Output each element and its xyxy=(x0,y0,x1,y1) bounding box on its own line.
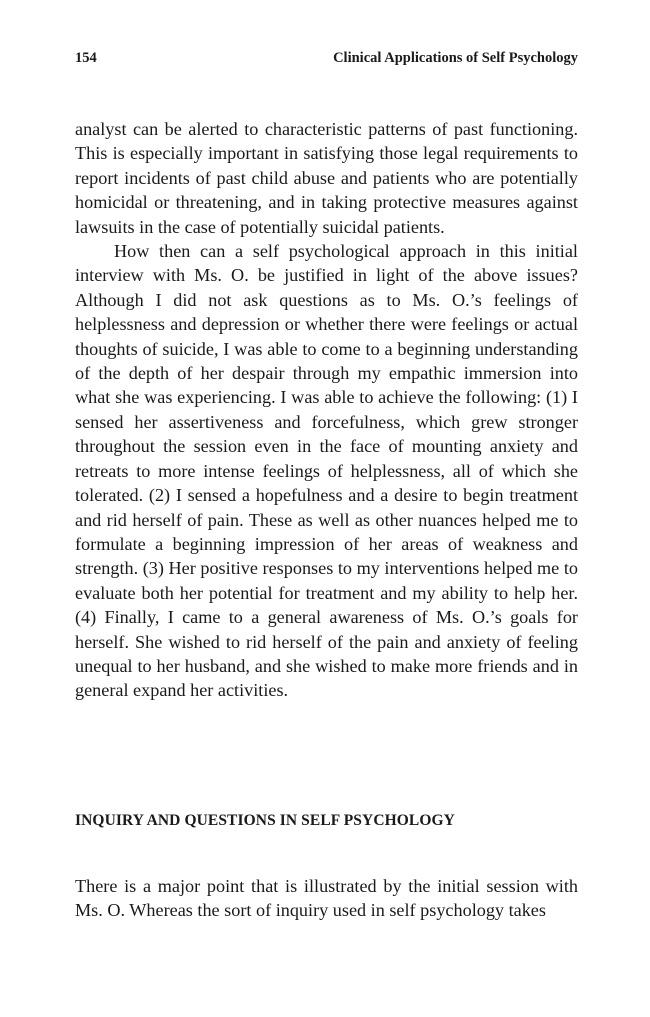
paragraph-continuation: analyst can be alerted to characteristic patterns of past functioning. This is especially important in satisfying those legal requirements to report incidents of past child abuse and patients who are potentially homicidal or threatening, and in taking protective measures against lawsuits in the case of potentially suicidal patients. xyxy=(75,119,578,237)
page-header xyxy=(75,50,578,70)
section-body-text xyxy=(75,874,578,923)
section-heading: INQUIRY AND QUESTIONS IN SELF PSYCHOLOGY xyxy=(75,812,455,829)
paragraph-initial-interview: How then can a self psychological approach in this initial interview with Ms. O. be justified in light of the above issues? Although I did not ask questions as to Ms. O.’s feelings of helplessness and depression or whether there were feelings or actual thoughts of suicide, I was able to come to a beginning understanding of the depth of her despair through my empathic immersion into what she was experiencing. I was able to achieve the following: (1) I sensed her assertiveness and forcefulness, which grew stronger throughout the session even in the face of mounting anxiety and retreats to more intense feelings of helplessness, all of which she tolerated. (2) I sensed a hopefulness and a desire to begin treatment and rid herself of pain. These as well as other nuances helped me to formulate a beginning impression of her areas of weakness and strength. (3) Her positive responses to my interventions helped me to evaluate both her potential for treatment and my ability to help her. (4) Finally, I came to a general awareness of Ms. O.’s goals for herself. She wished to rid herself of the pain and anxiety of feeling unequal to her husband, and she wished to make more friends and in general expand her activities. xyxy=(75,241,578,701)
page-number: 154 xyxy=(75,50,97,66)
section-paragraph: There is a major point that is illustrated by the initial session with Ms. O. Whereas the sort of inquiry used in self psychology takes xyxy=(75,876,578,921)
body-text xyxy=(75,117,578,703)
running-head: Clinical Applications of Self Psychology xyxy=(333,50,578,66)
